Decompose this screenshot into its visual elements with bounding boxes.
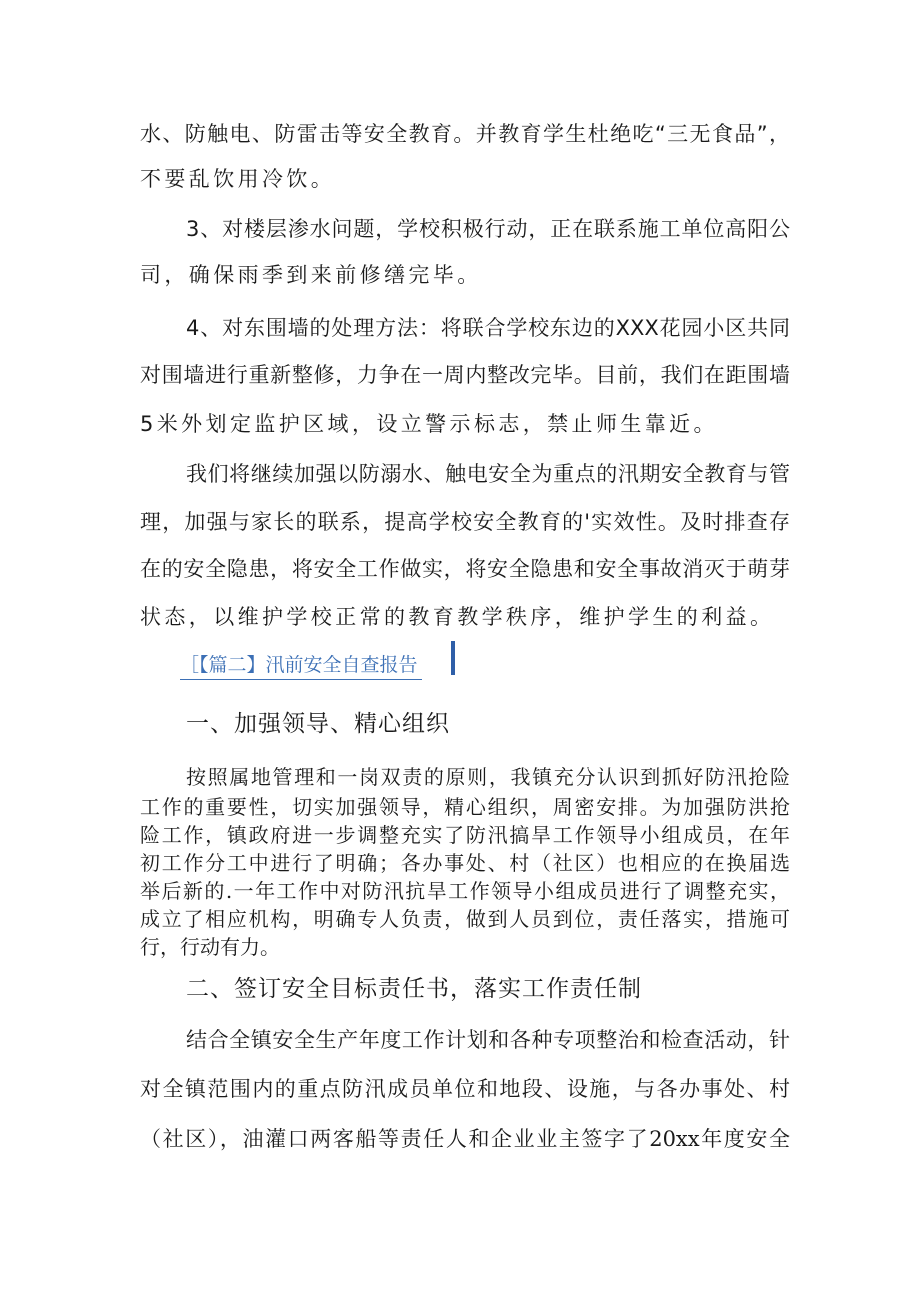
paragraph-line: 行，行动有力。	[140, 935, 280, 959]
paragraph-line: 5米外划定监护区域，设立警示标志，禁止师生靠近。	[140, 412, 718, 436]
paragraph-line: 水、防触电、防雷击等安全教育。并教育学生杜绝吃“三无食品”，	[140, 122, 790, 146]
paragraph-line: 对全镇范围内的重点防汛成员单位和地段、设施，与各办事处、村	[140, 1077, 790, 1101]
paragraph-line: 成立了相应机构，明确专人负责，做到人员到位，责任落实，措施可	[140, 907, 790, 931]
paragraph-line: 在的安全隐患，将安全工作做实，将安全隐患和安全事故消灭于萌芽	[140, 557, 790, 581]
paragraph-line: 结合全镇安全生产年度工作计划和各种专项整治和检查活动，针	[186, 1028, 790, 1052]
paragraph-line: 险工作，镇政府进一步调整充实了防汛搞旱工作领导小组成员，在年	[140, 823, 790, 847]
paragraph-line: 不要乱饮用冷饮。	[140, 167, 336, 191]
paragraph-line: 我们将继续加强以防溺水、触电安全为重点的汛期安全教育与管	[186, 462, 790, 486]
paragraph-line: 司，确保雨季到来前修缮完毕。	[140, 263, 482, 287]
text-cursor-bar	[451, 641, 455, 675]
paragraph-line: 举后新的.一年工作中对防汛抗旱工作领导小组成员进行了调整充实，	[140, 879, 790, 903]
paragraph-line: 按照属地管理和一岗双责的原则，我镇充分认识到抓好防汛抢险	[186, 765, 790, 789]
paragraph-line: （社区），油灌口两客船等责任人和企业业主签字了20xx年度安全	[140, 1127, 790, 1151]
paragraph-line: 理，加强与家长的联系，提高学校安全教育的'实效性。及时排查存	[140, 510, 790, 534]
paragraph-line: 工作的重要性，切实加强领导，精心组织，周密安排。为加强防洪抢	[140, 795, 790, 819]
paragraph-line: 对围墙进行重新整修，力争在一周内整改完毕。目前，我们在距围墙	[140, 363, 790, 387]
article-link-heading[interactable]: ［【篇二】汛前安全自查报告	[180, 651, 422, 680]
section-heading: 二、签订安全目标责任书，落实工作责任制	[186, 976, 642, 1002]
paragraph-line: 3、对楼层渗水问题，学校积极行动，正在联系施工单位高阳公	[186, 217, 790, 241]
paragraph-line: 4、对东围墙的处理方法：将联合学校东边的XXX花园小区共同	[186, 316, 790, 340]
paragraph-line: 初工作分工中进行了明确；各办事处、村（社区）也相应的在换届选	[140, 851, 790, 875]
section-heading: 一、加强领导、精心组织	[186, 711, 450, 737]
paragraph-line: 状态，以维护学校正常的教育教学秩序，维护学生的利益。	[140, 605, 775, 629]
